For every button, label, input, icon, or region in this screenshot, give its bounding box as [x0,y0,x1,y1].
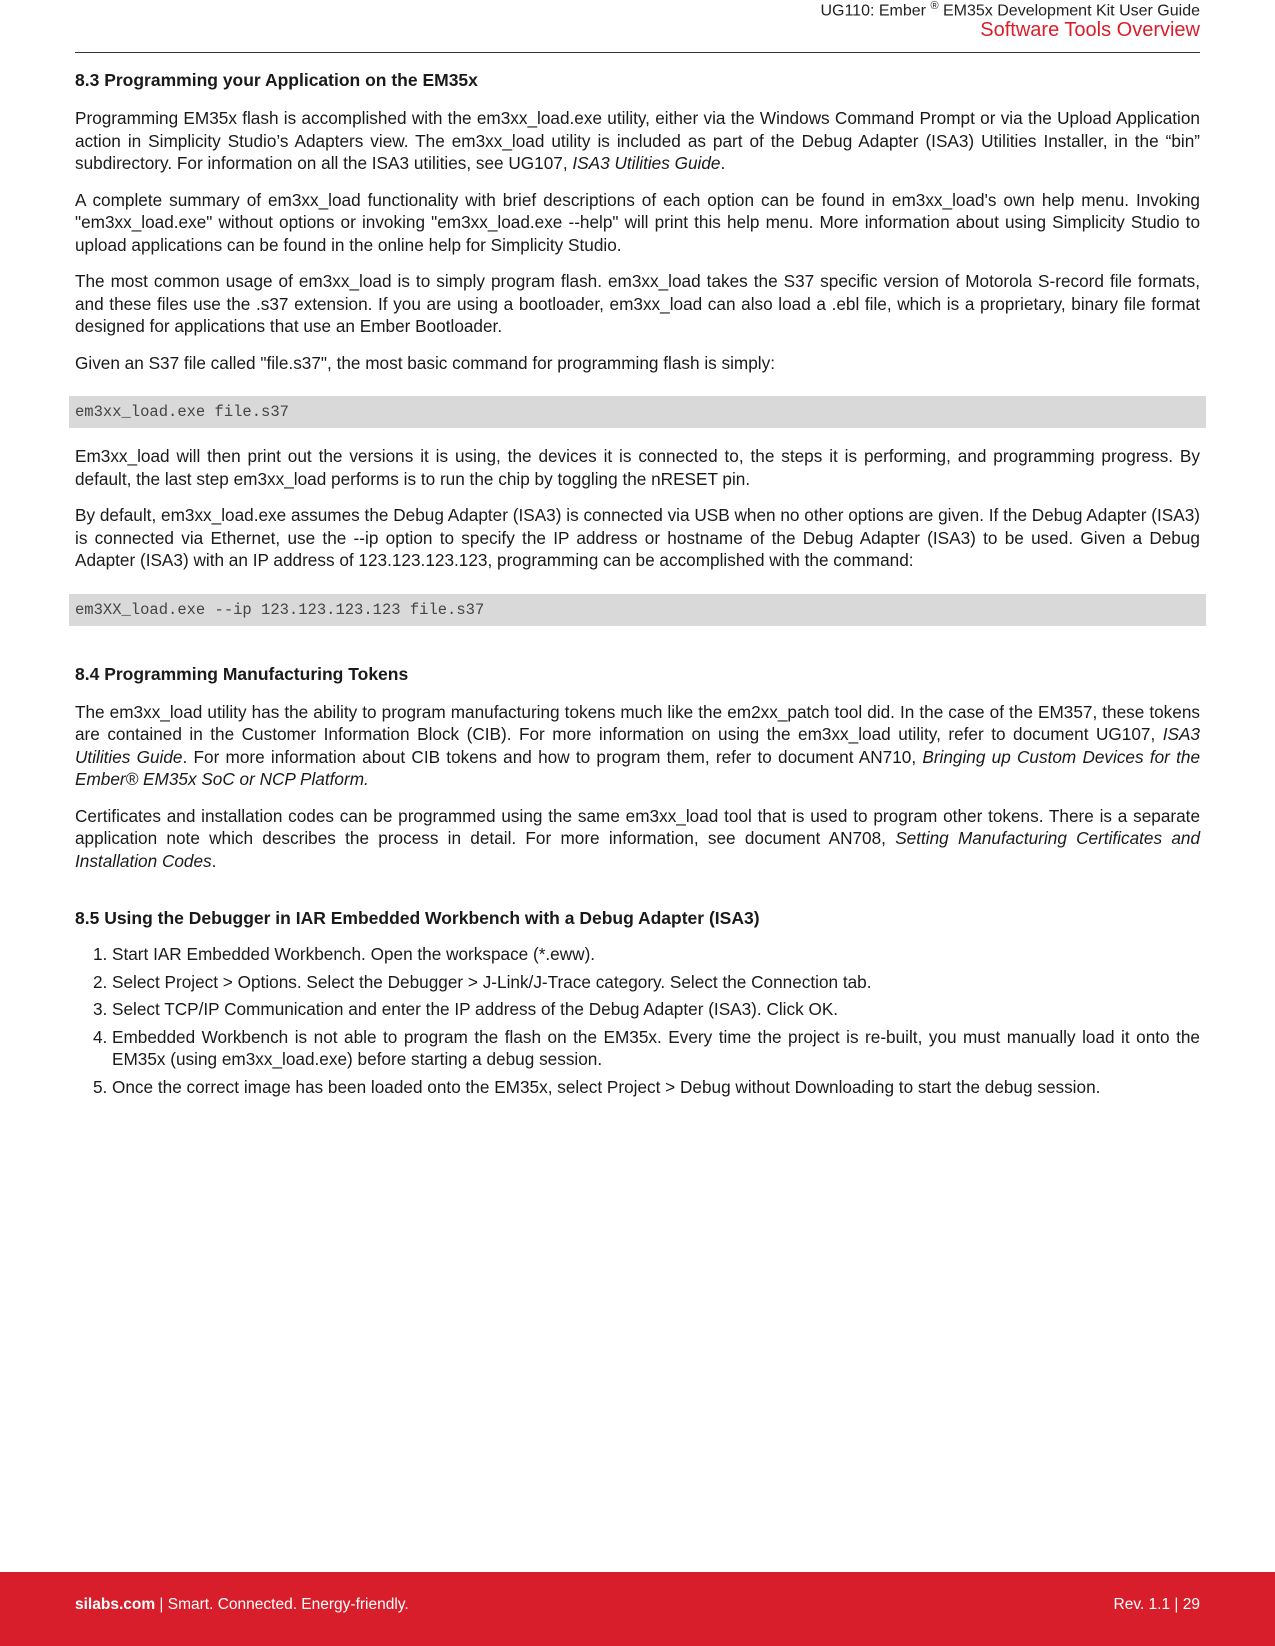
section-heading-8-4: 8.4 Programming Manufacturing Tokens [75,663,409,684]
paragraph: A complete summary of em3xx_load functionality with brief descriptions of each option can be found in em3xx_load's own help menu. Invoking "em3xx_load.exe" without options or invoking "em3xx_load.exe --help" will print this help menu. More information about using Simplicity Studio to upload applications can be found in the online help for Simplicity Studio. [75,189,1200,255]
doc-reference: ISA3 Utilities Guide [572,153,721,173]
tagline: | Smart. Connected. Energy-friendly. [155,1596,409,1613]
paragraph: Em3xx_load will then print out the versions it is using, the devices it is connected to, the steps it is performing, and programming progress. By default, the last step em3xx_load performs is to run the chip by toggling the nRESET pin. [75,446,1200,489]
doc-reference: Bringing up Custom Devices for the Ember® EM35x SoC or NCP Platform. [75,746,1201,789]
paragraph: The most common usage of em3xx_load is to simply program flash. em3xx_load takes the S37 specific version of Motorola S-record file formats, and these files use the .s37 extension. If you are using a bootloader, em3xx_load can also load a .ebl file, which is a proprietary, binary file format designed for applications that use an Ember Bootloader. [75,271,1200,336]
list-item: 3. Select TCP/IP Communication and enter the IP address of the Debug Adapter (ISA3). Click OK. [93,999,839,1019]
list-item: 4. Embedded Workbench is not able to program the flash on the EM35x. Every time the project is re-built, you must manually load it onto the EM35x (using em3xx_load.exe) before starting a debug session. [93,1026,1200,1069]
code-block: em3XX_load.exe --ip 123.123.123.123 file.s37 [69,594,1206,626]
page-content [75,70,1200,1098]
list-item: 5. Once the correct image has been loaded onto the EM35x, select Project > Debug without Downloading to start the debug session. [93,1076,1101,1097]
paragraph: The em3xx_load utility has the ability to program manufacturing tokens much like the em2xx_patch tool did. In the case of the EM357, these tokens are contained in the Customer Information Block (CIB). For more information on using the em3xx_load utility, refer to document UG107, ISA3 Utilities Guide. For more information about CIB tokens and how to program them, refer to document AN710, Bringing up Custom Devices for the Ember® EM35x SoC or NCP Platform. [75,701,1201,789]
section-heading-8-3: 8.3 Programming your Application on the EM35x [75,70,478,90]
paragraph: Given an S37 file called "file.s37", the most basic command for programming flash is simply: [75,352,775,373]
page-header [75,0,1200,53]
revision-page-number: Rev. 1.1 | 29 [1113,1596,1200,1613]
paragraph: Certificates and installation codes can be programmed using the same em3xx_load tool that is used to program other tokens. There is a separate application note which describes the process in detail. For more information, see document AN708, Setting Manufacturing Certificates and Installation Codes. [75,805,1201,871]
paragraph: By default, em3xx_load.exe assumes the Debug Adapter (ISA3) is connected via USB when no other options are given. If the Debug Adapter (ISA3) is connected via Ethernet, use the --ip option to specify the IP address or hostname of the Debug Adapter (ISA3) to be used. Given a Debug Adapter (ISA3) with an IP address of 123.123.123.123, programming can be accomplished with the command: [75,505,1200,570]
footer-brand [75,1596,409,1614]
section-name: Software Tools Overview [980,19,1200,41]
doc-reference: Setting Manufacturing Certificates and Installation Codes [75,828,1201,871]
registered-mark: ® [930,0,939,12]
steps-list [75,943,1200,1098]
paragraph: Programming EM35x flash is accomplished with the em3xx_load.exe utility, either via the Windows Command Prompt or via the Upload Application action in Simplicity Studio’s Adapters view. The em3xx_load utility is included as part of the Debug Adapter (ISA3) Utilities Installer, in the “bin” subdirectory. For information on all the ISA3 utilities, see UG107, ISA3 Utilities Guide. [75,108,1200,173]
code-block: em3xx_load.exe file.s37 [69,396,1206,428]
list-item: 2. Select Project > Options. Select the Debugger > J-Link/J-Trace category. Select the Connection tab. [93,971,872,992]
section-heading-8-5: 8.5 Using the Debugger in IAR Embedded Workbench with a Debug Adapter (ISA3) [75,908,760,928]
doc-reference: ISA3 Utilities Guide [75,724,1200,767]
list-item: 1. Start IAR Embedded Workbench. Open the workspace (*.eww). [93,944,596,964]
document-title: UG110: Ember ® EM35x Development Kit User Guide [820,0,1200,20]
page-footer [0,1572,1275,1646]
site-link[interactable]: silabs.com [75,1596,156,1613]
